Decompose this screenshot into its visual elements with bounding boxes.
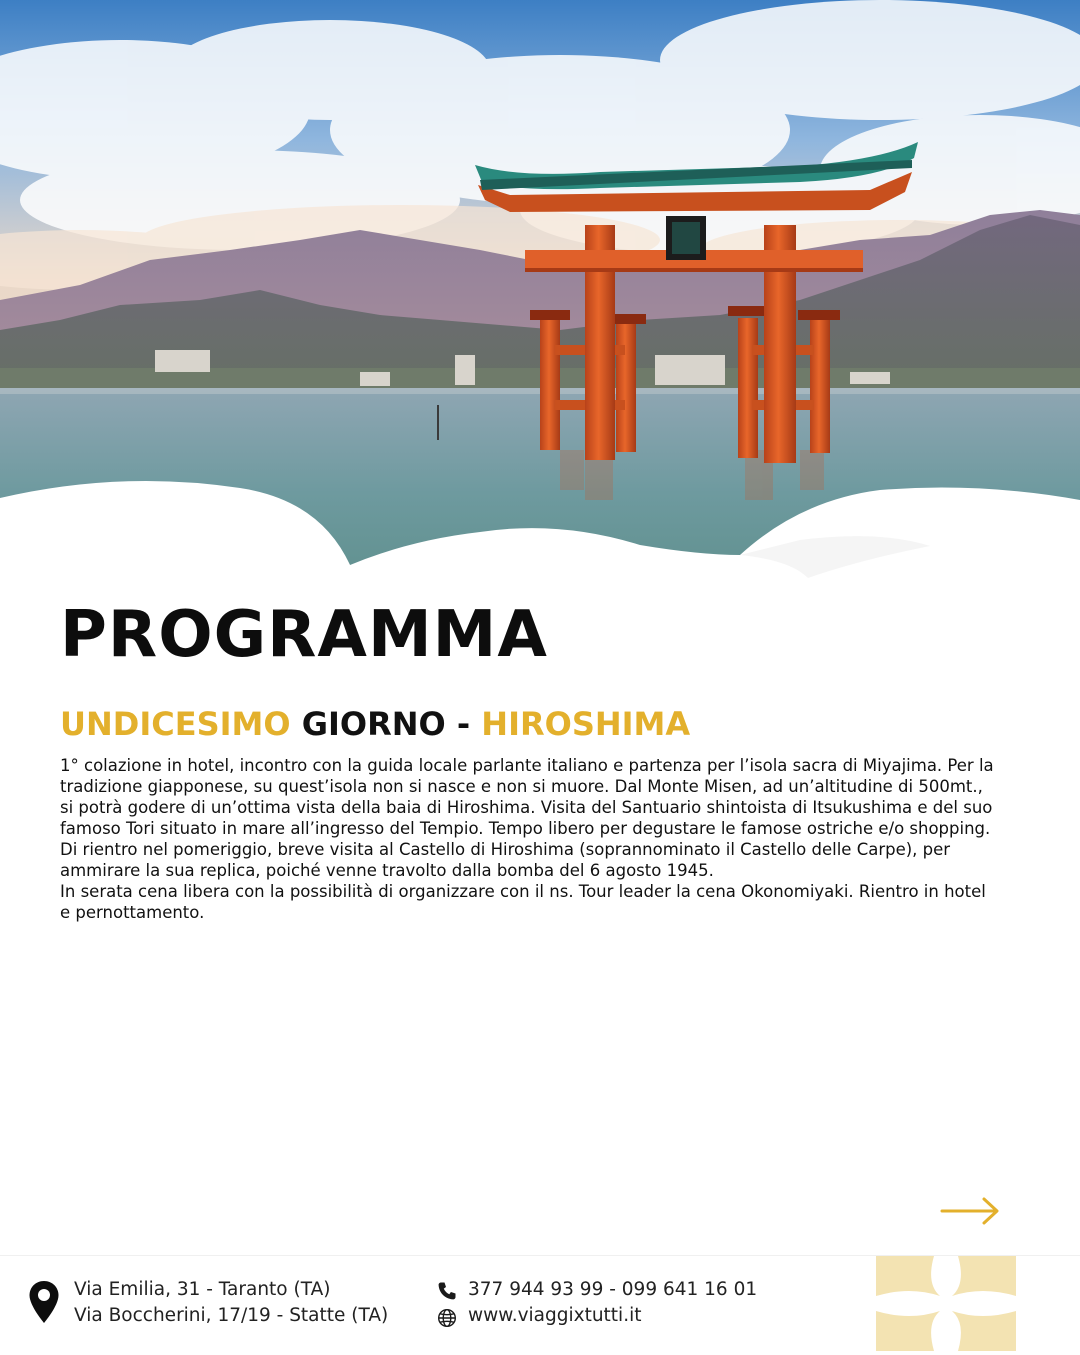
- footer: [0, 1255, 1080, 1351]
- day-number: UNDICESIMO: [60, 705, 291, 743]
- paragraph-morning: 1° colazione in hotel, incontro con la guida locale parlante italiano e partenza per l’isola sacra di Miyajima. Per la tradizione giapponese, su quest’isola non si nasce e non si muore. Dal Monte Misen, ad un’altitudine di 500mt., si potrà godere di un’ottima vista della baia di Hiroshima. Visita del Santuario shintoista di Itsukushima e del suo famoso Tori situato in mare all’ingresso del Tempio. Tempo libero per degustare le famose ostriche e/o shopping.: [60, 756, 994, 838]
- page-title: PROGRAMMA: [60, 598, 548, 672]
- hero-image: [0, 0, 1080, 590]
- right-arrow-icon[interactable]: [940, 1192, 1002, 1230]
- day-heading: [60, 705, 690, 743]
- brand-logo: [876, 1256, 1016, 1351]
- address-statte: Via Boccherini, 17/19 - Statte (TA): [74, 1305, 389, 1326]
- phone-icon: [437, 1281, 457, 1301]
- day-label: GIORNO -: [290, 705, 482, 743]
- phone-numbers[interactable]: 377 944 93 99 - 099 641 16 01: [468, 1279, 758, 1300]
- globe-icon: [437, 1308, 457, 1328]
- paragraph-evening: In serata cena libera con la possibilità di organizzare con il ns. Tour leader la cena Okonomiyaki. Rientro in hotel e pernottamento.: [60, 882, 986, 922]
- map-pin-icon: [28, 1280, 60, 1324]
- address-taranto: Via Emilia, 31 - Taranto (TA): [74, 1279, 331, 1300]
- itinerary-description: [60, 755, 1000, 923]
- website-link[interactable]: www.viaggixtutti.it: [468, 1305, 642, 1326]
- paragraph-afternoon: Di rientro nel pomeriggio, breve visita al Castello di Hiroshima (soprannominato il Castello delle Carpe), per ammirare la sua replica, poiché venne travolto dalla bomba del 6 agosto 1945.: [60, 840, 951, 880]
- day-destination: HIROSHIMA: [481, 705, 691, 743]
